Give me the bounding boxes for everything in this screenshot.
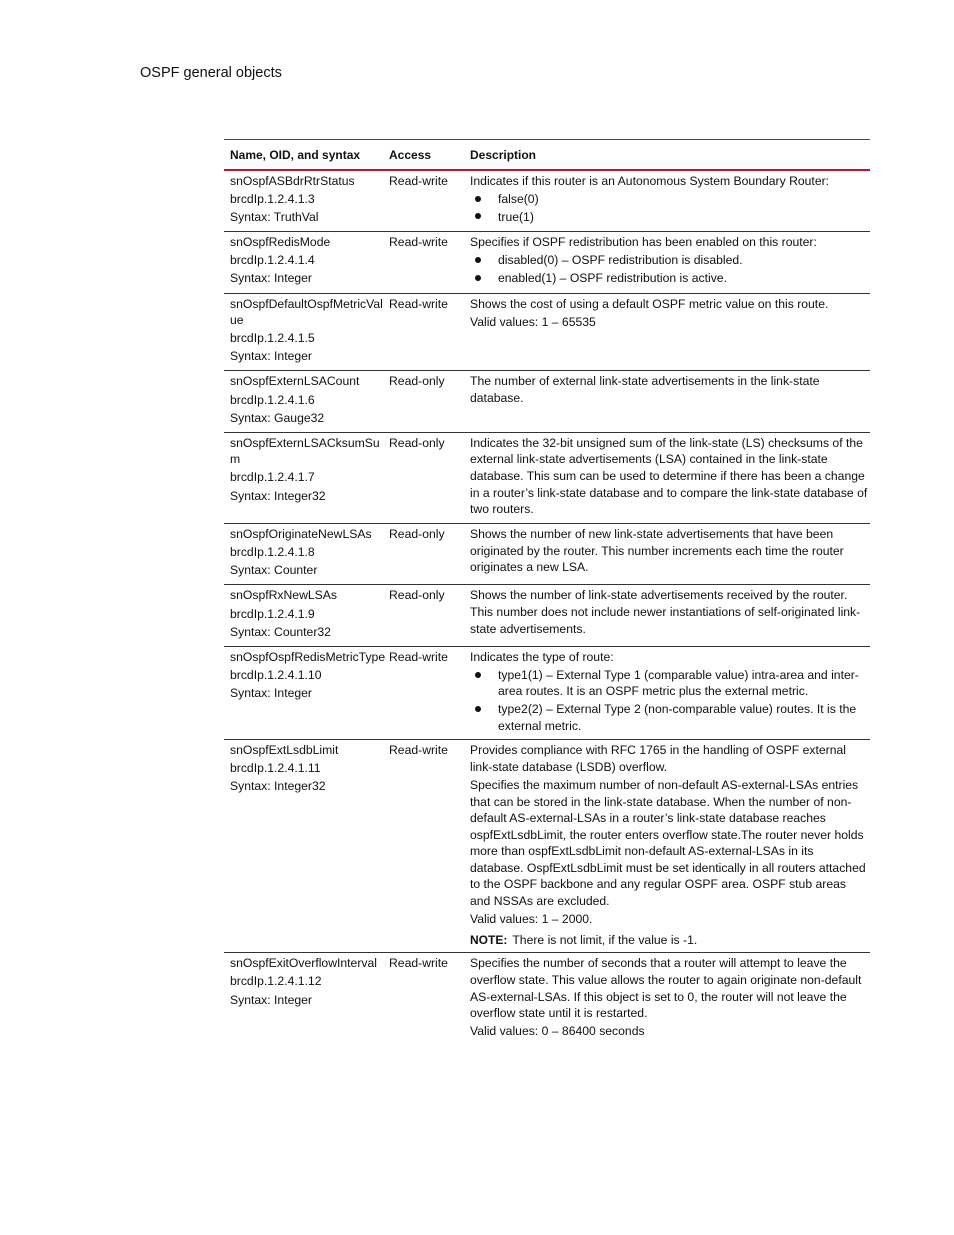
mib-object-table (224, 139, 870, 1045)
table-header (224, 140, 870, 171)
description-cell (470, 433, 868, 523)
bullet-text: disabled(0) – OSPF redistribution is disabled. (498, 253, 743, 268)
object-oid: brcdIp.1.2.4.1.10 (230, 667, 322, 682)
bullet-dot-icon (470, 209, 498, 226)
description-text: Shows the cost of using a default OSPF metric value on this route. (470, 296, 829, 311)
table-row (224, 433, 870, 524)
object-syntax: Syntax: Integer32 (230, 779, 326, 794)
object-identity-cell (224, 371, 389, 431)
bullet-text: type1(1) – External Type 1 (comparable value) intra-area and inter-area routes. It is an OSPF metric plus the external metric. (498, 667, 859, 699)
object-name: snOspfDefaultOspfMetricValue (230, 296, 383, 328)
description-cell (470, 232, 868, 292)
description-cell (470, 740, 868, 952)
object-name: snOspfExtLsdbLimit (230, 743, 339, 758)
object-name: snOspfRxNewLSAs (230, 588, 338, 603)
running-head: OSPF general objects (140, 65, 282, 81)
description-text: Specifies the maximum number of non-default AS-external-LSAs entries that can be stored in the link-state database. When the number of non-default AS-external-LSAs in a router’s link-state database reaches ospfExtLsdbLimit, the router enters overflow state.The router never holds more than ospfExtLsdbLimit non-default AS-external-LSAs in its database. OspfExtLsdbLimit must be set identically in all routers attached to the OSPF backbone and any regular OSPF area. OSPF stub areas and NSSAs are excluded. (470, 777, 866, 909)
header-access: Access (389, 147, 432, 162)
table-row (224, 371, 870, 432)
object-name: snOspfExitOverflowInterval (230, 956, 377, 971)
access-cell: Read-write (389, 743, 448, 758)
object-syntax: Syntax: Integer (230, 992, 312, 1007)
bullet-item (470, 270, 868, 287)
object-syntax: Syntax: Integer (230, 685, 312, 700)
object-name: snOspfExternLSACksumSum (230, 435, 380, 467)
bullet-item (470, 667, 868, 700)
object-name: snOspfRedisMode (230, 235, 331, 250)
description-text: Provides compliance with RFC 1765 in the handling of OSPF external link-state database (LSDB) overflow. (470, 743, 846, 774)
object-name: snOspfExternLSACount (230, 374, 360, 389)
object-syntax: Syntax: Gauge32 (230, 410, 325, 425)
access-cell: Read-write (389, 296, 448, 311)
table-row (224, 740, 870, 953)
bullet-dot-icon (470, 667, 498, 700)
table-row (224, 647, 870, 740)
bullet-text: enabled(1) – OSPF redistribution is active. (498, 270, 727, 285)
description-text: Valid values: 0 – 86400 seconds (470, 1024, 645, 1039)
object-syntax: Syntax: Counter (230, 563, 318, 578)
description-cell (470, 585, 868, 645)
note-text: There is not limit, if the value is -1. (512, 932, 698, 947)
object-oid: brcdIp.1.2.4.1.9 (230, 606, 315, 621)
table-row (224, 171, 870, 232)
note-label: NOTE: (470, 932, 508, 947)
description-text: Indicates the 32-bit unsigned sum of the link-state (LS) checksums of the external link-state advertisements (LSA) contained in the link-state database. This sum can be used to determine if there has been a change in a router’s link-state database and to compare the link-state database of two routers. (470, 435, 868, 517)
object-oid: brcdIp.1.2.4.1.6 (230, 392, 315, 407)
object-oid: brcdIp.1.2.4.1.7 (230, 470, 315, 485)
bullet-item (470, 252, 868, 269)
object-oid: brcdIp.1.2.4.1.4 (230, 253, 315, 268)
table-row (224, 585, 870, 646)
object-oid: brcdIp.1.2.4.1.11 (230, 761, 321, 776)
access-cell: Read-write (389, 956, 448, 971)
object-identity-cell (224, 433, 389, 523)
description-cell (470, 953, 868, 1045)
object-syntax: Syntax: Integer (230, 271, 312, 286)
object-identity-cell (224, 232, 389, 292)
object-oid: brcdIp.1.2.4.1.12 (230, 974, 322, 989)
bullet-dot-icon (470, 252, 498, 269)
object-oid: brcdIp.1.2.4.1.5 (230, 331, 315, 346)
bullet-text: false(0) (498, 192, 539, 207)
bullet-text: true(1) (498, 209, 534, 224)
object-oid: brcdIp.1.2.4.1.3 (230, 192, 315, 207)
object-identity-cell (224, 953, 389, 1045)
object-identity-cell (224, 647, 389, 739)
description-text: Indicates if this router is an Autonomous System Boundary Router: (470, 174, 830, 188)
object-identity-cell (224, 294, 389, 371)
bullet-dot-icon (470, 191, 498, 208)
description-cell (470, 371, 868, 431)
description-cell (470, 171, 868, 231)
object-name: snOspfOriginateNewLSAs (230, 527, 372, 542)
access-cell: Read-only (389, 374, 445, 389)
bullet-item (470, 701, 868, 734)
table-row (224, 232, 870, 293)
description-cell (470, 294, 868, 371)
object-syntax: Syntax: Counter32 (230, 624, 331, 639)
access-cell: Read-only (389, 588, 445, 603)
description-text: Shows the number of link-state advertisements received by the router. This number does not include newer instantiations of self-originated link-state advertisements. (470, 588, 861, 636)
object-identity-cell (224, 740, 389, 952)
object-oid: brcdIp.1.2.4.1.8 (230, 545, 315, 560)
object-name: snOspfOspfRedisMetricType (230, 649, 386, 664)
description-cell (470, 524, 868, 584)
table-body (224, 171, 870, 1045)
object-syntax: Syntax: Integer (230, 349, 312, 364)
access-cell: Read-only (389, 527, 445, 542)
description-text: Specifies if OSPF redistribution has been enabled on this router: (470, 235, 817, 250)
description-text: Valid values: 1 – 2000. (470, 912, 593, 927)
bullet-text: type2(2) – External Type 2 (non-comparable value) routes. It is the external metric. (498, 702, 857, 733)
header-name: Name, OID, and syntax (230, 147, 361, 162)
description-text: Specifies the number of seconds that a router will attempt to leave the overflow state. This value allows the router to again originate non-default AS-external-LSAs. If this object is set to 0, the router will not leave the overflow state until it is restarted. (470, 956, 862, 1021)
bullet-item (470, 191, 868, 208)
description-text: The number of external link-state advertisements in the link-state database. (470, 374, 820, 406)
bullet-item (470, 209, 868, 226)
object-identity-cell (224, 171, 389, 231)
description-text: Shows the number of new link-state advertisements that have been originated by the router. This number increments each time the router originates a new LSA. (470, 527, 844, 575)
description-text: Valid values: 1 – 65535 (470, 314, 596, 329)
access-cell: Read-write (389, 649, 448, 664)
object-identity-cell (224, 585, 389, 645)
object-identity-cell (224, 524, 389, 584)
table-row (224, 953, 870, 1045)
access-cell: Read-write (389, 174, 448, 188)
note (470, 932, 868, 949)
object-name: snOspfASBdrRtrStatus (230, 174, 355, 188)
table-row (224, 294, 870, 372)
object-syntax: Syntax: Integer32 (230, 488, 326, 503)
description-cell (470, 647, 868, 739)
bullet-dot-icon (470, 270, 498, 287)
object-syntax: Syntax: TruthVal (230, 210, 319, 225)
bullet-dot-icon (470, 701, 498, 734)
access-cell: Read-only (389, 435, 445, 450)
table-row (224, 524, 870, 585)
access-cell: Read-write (389, 235, 448, 250)
description-text: Indicates the type of route: (470, 649, 614, 664)
header-description: Description (470, 147, 537, 162)
